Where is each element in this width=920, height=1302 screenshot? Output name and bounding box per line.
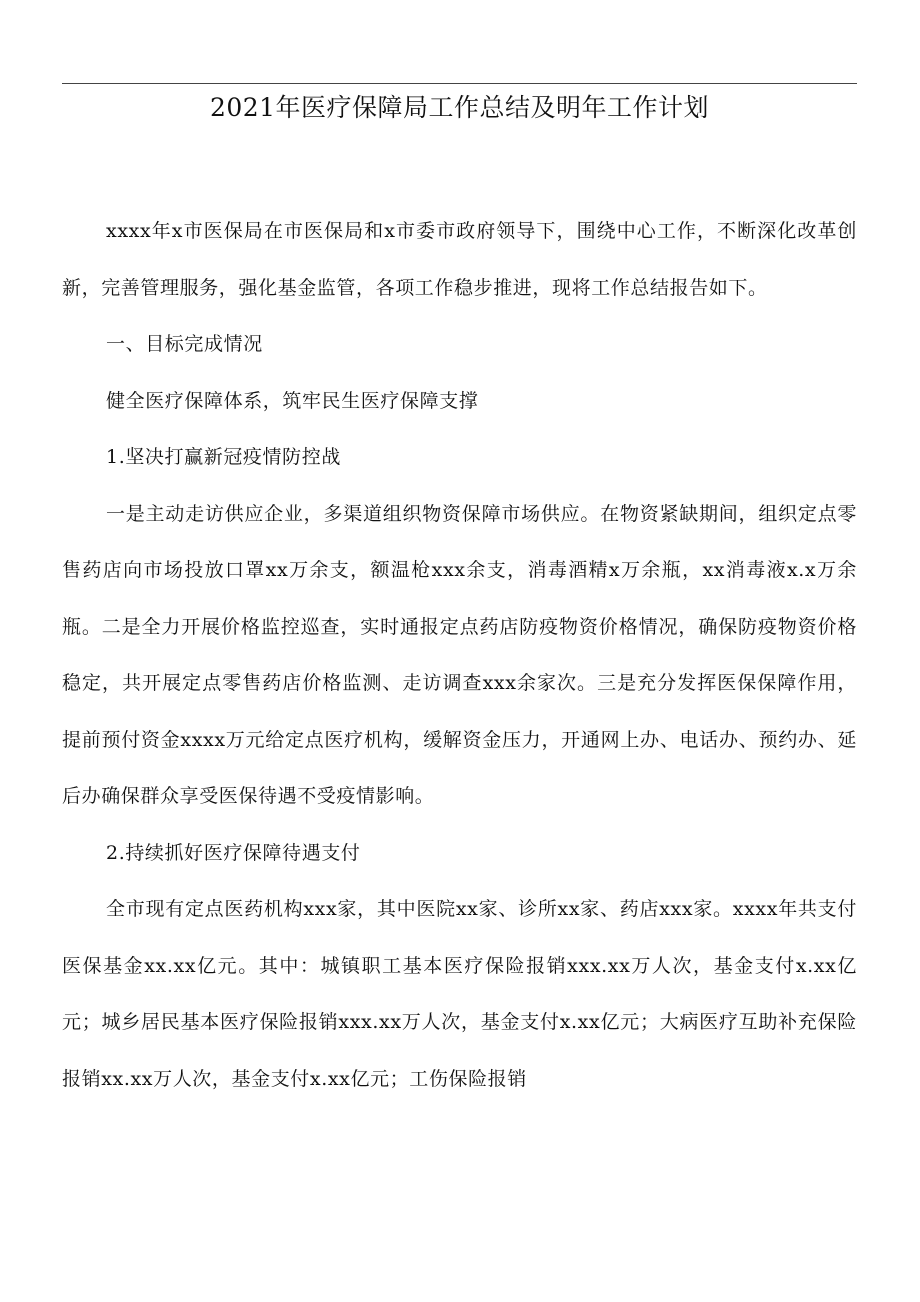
item-heading-payment: 2.持续抓好医疗保障待遇支付 xyxy=(106,841,361,864)
item-heading-epidemic: 1.坚决打赢新冠疫情防控战 xyxy=(106,446,341,468)
document-body xyxy=(62,203,857,1107)
intro-paragraph: xxxx年x市医保局在市医保局和x市委市政府领导下，围绕中心工作，不断深化改革创新，完善管理服务，强化基金监管，各项工作稳步推进，现将工作总结报告如下。 xyxy=(62,220,857,299)
section-heading-goals: 一、目标完成情况 xyxy=(106,333,263,355)
payment-paragraph: 全市现有定点医药机构xxx家，其中医院xx家、诊所xx家、药店xxx家。xxxx年共支付医保基金xx.xx亿元。其中：城镇职工基本医疗保险报销xxx.xx万人次，基金支付x.xx亿元；城乡居民基本医疗保险报销xxx.xx万人次，基金支付x.xx亿元；大病医疗互助补充保险报销xx.xx万人次，基金支付x.xx亿元；工伤保险报销 xyxy=(62,898,857,1090)
document-title: 2021年医疗保障局工作总结及明年工作计划 xyxy=(209,93,710,122)
header-rule xyxy=(62,83,857,84)
subsection-heading: 健全医疗保障体系，筑牢民生医疗保障支撑 xyxy=(106,389,479,412)
epidemic-paragraph: 一是主动走访供应企业，多渠道组织物资保障市场供应。在物资紧缺期间，组织定点零售药店向市场投放口罩xx万余支，额温枪xxx余支，消毒酒精x万余瓶，xx消毒液x.x万余瓶。二是全力开展价格监控巡查，实时通报定点药店防疫物资价格情况，确保防疫物资价格稳定，共开展定点零售药店价格监测、走访调查xxx余家次。三是充分发挥医保保障作用，提前预付资金xxxx万元给定点医疗机构，缓解资金压力，开通网上办、电话办、预约办、延后办确保群众享受医保待遇不受疫情影响。 xyxy=(62,502,857,807)
